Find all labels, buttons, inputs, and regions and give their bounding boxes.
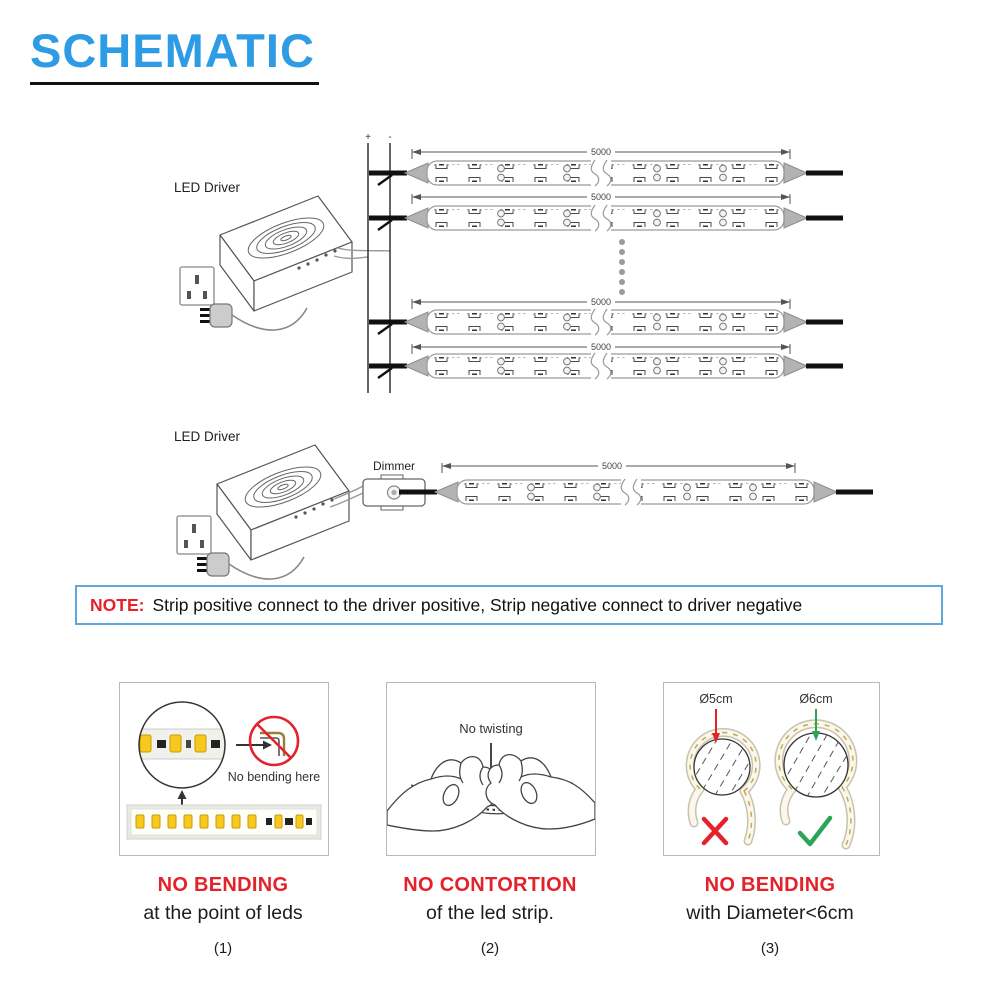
strip-length-label: 5000 (601, 461, 623, 471)
dimmer-unit (363, 459, 425, 510)
strip-length-label: 5000 (590, 342, 612, 352)
caption-1 (73, 874, 373, 957)
no-bend-prohibition-icon (250, 717, 298, 765)
dimmer-diagram (0, 425, 1000, 585)
led-strip-row-2 (369, 192, 843, 231)
led-driver-label: LED Driver (173, 180, 241, 195)
led-strip-row-3 (369, 297, 843, 335)
caption-1-index: (1) (213, 940, 233, 957)
bus-negative-label: - (388, 132, 392, 143)
note-text: Strip positive connect to the driver positive, Strip negative connect to driver negative (152, 594, 803, 615)
cross-icon (704, 819, 726, 843)
diameter-6cm-label: Ø6cm (799, 692, 833, 706)
caption-1-subheading: at the point of leds (143, 902, 303, 924)
diameter-5cm-label: Ø5cm (699, 692, 733, 706)
note-box (75, 585, 943, 625)
caption-3-heading: NO BENDING (704, 874, 836, 896)
diameter-illustration (664, 683, 879, 855)
led-strip-row (399, 461, 873, 505)
caption-3-index: (3) (760, 940, 780, 957)
page-title: SCHEMATIC (30, 26, 319, 85)
strip-length-label: 5000 (590, 147, 612, 157)
caption-2 (340, 874, 640, 957)
magnified-strip-view (130, 729, 234, 759)
no-twisting-label: No twisting (459, 721, 523, 736)
right-arrow-icon (236, 741, 272, 750)
left-hand (387, 757, 496, 831)
dimmer-label: Dimmer (373, 459, 415, 473)
led-strip-row-1 (369, 147, 843, 186)
multi-strip-diagram (0, 130, 1000, 408)
caption-2-index: (2) (480, 940, 500, 957)
led-driver-unit (180, 196, 352, 330)
panel-no-bending-diameter (663, 682, 880, 856)
no-twisting-illustration (387, 683, 595, 855)
caption-3-subheading: with Diameter<6cm (686, 902, 854, 924)
caption-2-subheading: of the led strip. (426, 902, 554, 924)
led-strip-photo (127, 805, 321, 839)
caption-3 (620, 874, 920, 957)
bus-positive-label: + (365, 132, 371, 143)
strip-length-label: 5000 (590, 297, 612, 307)
caption-1-heading: NO BENDING (157, 874, 289, 896)
led-driver-unit (177, 445, 349, 579)
panel-no-contortion (386, 682, 596, 856)
strip-length-label: 5000 (590, 192, 612, 202)
repeat-ellipsis (619, 239, 625, 295)
no-bending-here-label: No bending here (227, 770, 321, 784)
led-strip-row-4 (369, 342, 843, 379)
check-icon (800, 818, 830, 844)
note-label: NOTE: (90, 594, 145, 615)
caption-2-heading: NO CONTORTION (403, 874, 577, 896)
loop-6cm (776, 724, 853, 845)
panel-no-bending-at-leds (119, 682, 329, 856)
led-driver-label: LED Driver (173, 429, 241, 444)
no-bending-illustration (120, 683, 328, 855)
right-hand (486, 755, 595, 829)
